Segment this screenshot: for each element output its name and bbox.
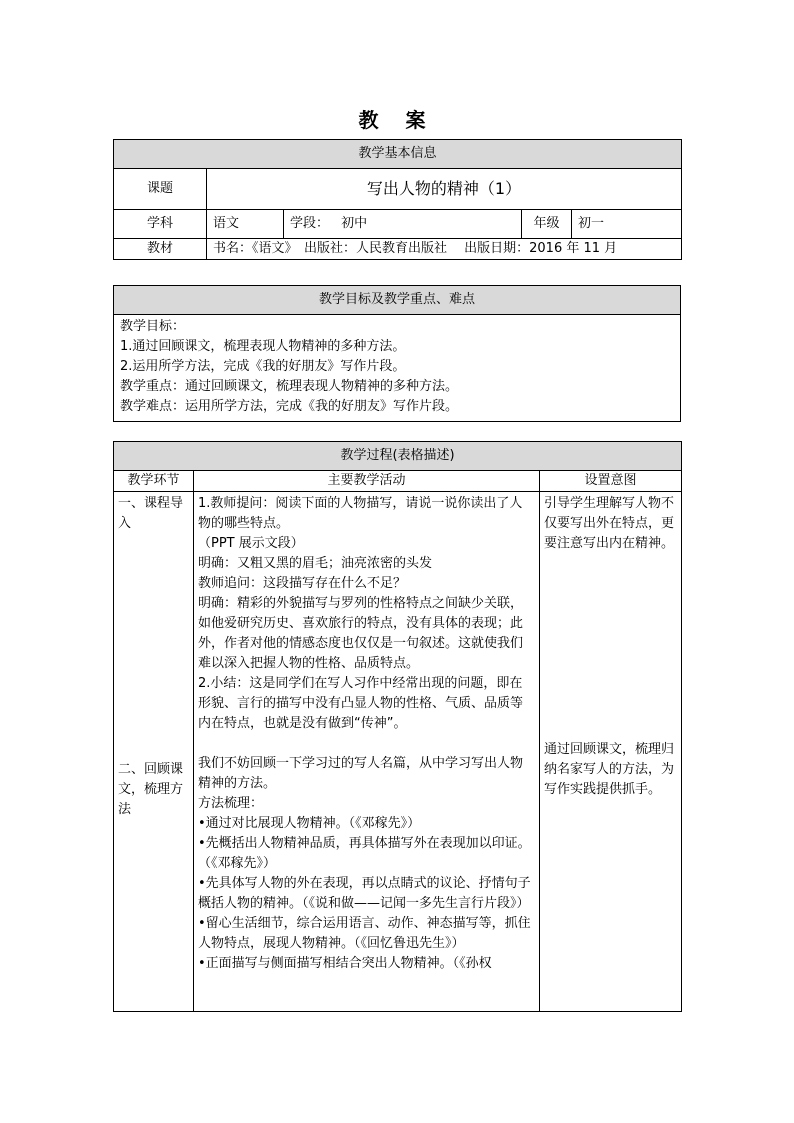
subject-label: 学科: [114, 210, 207, 239]
grade-label: 年级: [522, 210, 572, 239]
activity-line: 1.教师提问：阅读下面的人物描写，请说一说你读出了人物的哪些特点。: [198, 496, 523, 531]
activity-line: 明确：又粗又黑的眉毛；油亮浓密的头发: [198, 556, 433, 571]
textbook-label: 教材: [114, 239, 207, 260]
process-table: [113, 441, 682, 1012]
intent-cell: [540, 492, 682, 1012]
document-title: 教 案: [358, 108, 436, 132]
activity-line: 我们不妨回顾一下学习过的写人名篇，从中学习写出人物精神的方法。: [198, 756, 524, 791]
stage-value: 初中: [341, 216, 368, 231]
stage-2-label: 二、回顾课文，梳理方法: [118, 762, 184, 817]
activity-line: 2.小结：这是同学们在写人习作中经常出现的问题，即在形貌、言行的描写中没有凸显人物的性格、气质、品质等内在特点，也就是没有做到“传神”。: [198, 676, 524, 731]
intent-2: 通过回顾课文，梳理归纳名家写人的方法，为写作实践提供抓手。: [544, 742, 675, 797]
stage-label: 学段：: [290, 216, 330, 231]
textbook-value: 书名：《语文》 出版社：人民教育出版社 出版日期：2016 年 11 月: [207, 239, 682, 260]
stage-1-label: 一、课程导入: [118, 496, 184, 531]
subject-value: 语文: [207, 210, 284, 239]
process-header: 教学过程(表格描述): [114, 442, 682, 471]
goals-header: 教学目标及教学重点、难点: [114, 286, 681, 315]
basic-info-table: [113, 139, 682, 260]
activity-line: 教师追问：这段描写存在什么不足？: [198, 576, 407, 591]
goals-line: 1.通过回顾课文，梳理表现人物精神的多种方法。: [120, 339, 406, 354]
column-header-stage: 教学环节: [114, 471, 194, 492]
column-header-intent: 设置意图: [540, 471, 682, 492]
method-item: •先概括出人物精神品质，再具体描写外在表现加以印证。（《邓稼先》）: [198, 836, 531, 871]
activity-line: （PPT 展示文段）: [198, 536, 304, 551]
goals-table: [113, 285, 681, 422]
goals-line: 教学目标：: [120, 319, 186, 334]
course-title: 写出人物的精神（1）: [207, 169, 682, 210]
goals-line: 2.运用所学方法，完成《我的好朋友》写作片段。: [120, 359, 406, 374]
column-header-activities: 主要教学活动: [194, 471, 540, 492]
activity-line: 明确：精彩的外貌描写与罗列的性格特点之间缺少关联，如他爱研究历史、喜欢旅行的特点，没有具体的表现；此外，作者对他的情感态度也仅仅是一句叙述。这就使我们难以深入把握人物的性格、品质特点。: [198, 596, 524, 671]
difficult-point-line: 教学难点：运用所学方法，完成《我的好朋友》写作片段。: [120, 399, 459, 414]
intent-1: 引导学生理解写人物不仅要写出外在特点，更要注意写出内在精神。: [544, 496, 675, 551]
method-item: •先具体写人物的外在表现，再以点睛式的议论、抒情句子概括人物的精神。（《说和做——记闻一多先生言行片段》）: [198, 876, 531, 911]
stage-cell: [114, 492, 194, 1012]
basic-info-header: 教学基本信息: [114, 140, 682, 169]
method-item: •正面描写与侧面描写相结合突出人物精神。（《孙权: [198, 956, 492, 971]
activities-cell: [194, 492, 540, 1012]
key-point-line: 教学重点：通过回顾课文，梳理表现人物精神的多种方法。: [120, 379, 459, 394]
method-item: •留心生活细节，综合运用语言、动作、神态描写等，抓住人物特点，展现人物精神。（《回忆鲁迅先生》）: [198, 916, 531, 951]
activity-line: 方法梳理：: [198, 796, 264, 811]
grade-value: 初一: [572, 210, 682, 239]
stage-cell: [284, 210, 522, 239]
method-item: •通过对比展现人物精神。（《邓稼先》）: [198, 816, 421, 831]
course-label: 课题: [114, 169, 207, 210]
goals-body: [114, 315, 681, 422]
